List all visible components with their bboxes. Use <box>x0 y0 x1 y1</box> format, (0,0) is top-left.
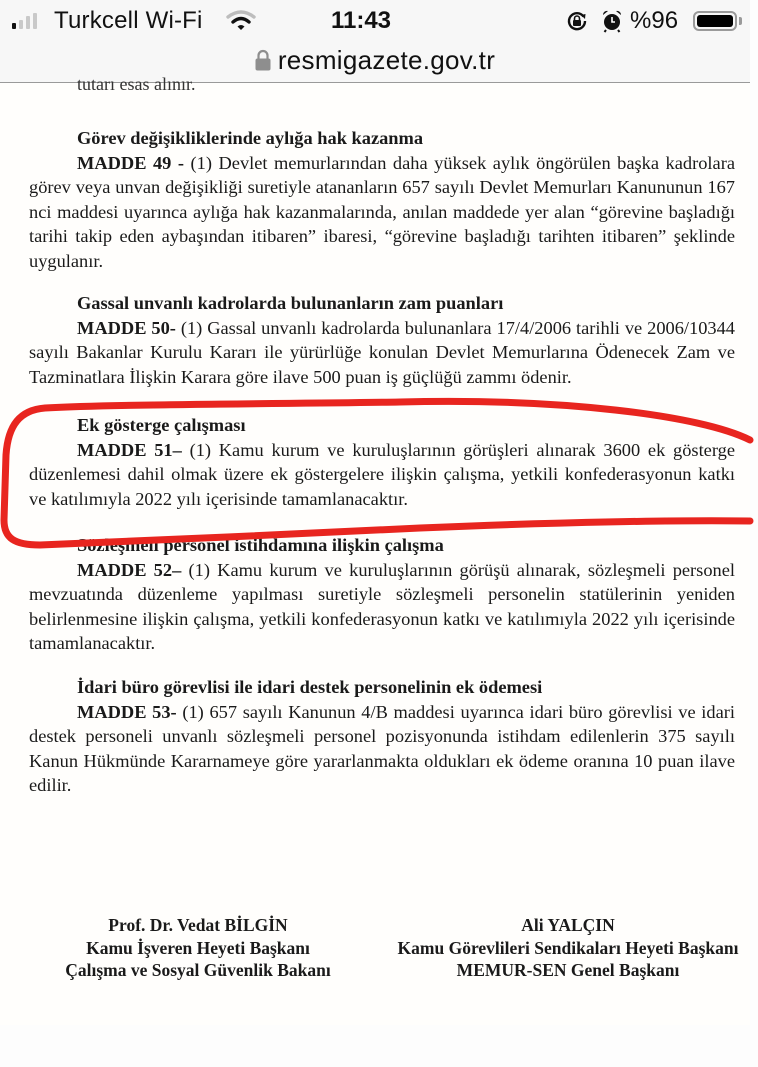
signature-block-left <box>48 914 348 982</box>
article-52 <box>29 533 735 656</box>
signature-block-right <box>378 914 758 982</box>
article-title: İdari büro görevlisi ile idari destek personelinin ek ödemesi <box>77 677 543 697</box>
article-title: Ek gösterge çalışması <box>77 415 246 435</box>
article-body <box>29 151 735 274</box>
article-number: MADDE 52– <box>77 559 182 580</box>
article-text: (1) 657 sayılı Kanunun 4/B maddesi uyarınca idari büro görevlisi ve idari destek personeli unvanlı sözleşmeli personel pozisyonunda istihdam edilenlerin 375 sayılı Kanun Hükmünde Kararnameye göre yararlanmakta oldukları ek ödeme oranına 10 puan ilave edilir. <box>29 701 735 795</box>
article-number: MADDE 51– <box>77 439 182 460</box>
battery-tip <box>739 17 742 25</box>
carrier-name: Turkcell Wi-Fi <box>54 7 203 34</box>
orientation-lock-icon <box>566 10 588 32</box>
status-bar <box>0 0 750 42</box>
article-body <box>29 316 735 390</box>
lock-icon <box>255 49 271 71</box>
signatory-name: Prof. Dr. Vedat BİLGİN <box>108 915 288 935</box>
article-title: Görev değişikliklerinde aylığa hak kazanma <box>77 128 424 148</box>
signatory-title: Kamu İşveren Heyeti Başkanı <box>86 937 310 958</box>
article-53 <box>29 675 735 798</box>
article-text: (1) Kamu kurum ve kuruluşlarının görüşü alınarak, sözleşmeli personel mevzuatında düzenleme yapılması suretiyle sözleşmeli personelin statülerinin yeniden belirlenmesine ilişkin çalışma, yetkili konfederasyonun katkı ve katılımıyla 2022 yılı içerisinde tamamlanacaktır. <box>29 559 735 653</box>
signatory-title: Çalışma ve Sosyal Güvenlik Bakanı <box>65 960 331 980</box>
signatory-name: Ali YALÇIN <box>521 915 615 935</box>
article-number: MADDE 50- <box>77 317 176 338</box>
article-body <box>29 558 735 656</box>
article-text: (1) Kamu kurum ve kuruluşlarının görüşleri alınarak 3600 ek gösterge düzenlemesi dahil olmak üzere ek göstergelere ilişkin çalışma, yetkili konfederasyonun katkı ve katılımıyla 2022 yılı içerisinde tamamlanacaktır. <box>29 439 735 509</box>
article-title: Gassal unvanlı kadrolarda bulunanların zam puanları <box>77 293 504 313</box>
article-text: (1) Devlet memurlarından daha yüksek aylık öngörülen başka kadrolara görev veya unvan değişikliği suretiyle atananların 657 sayılı Devlet Memurları Kanununun 167 nci maddesi uyarınca aylığa hak kazanmalarında, anılan maddede yer alan “görevine başladığı tarihi takip eden aybaşından itibaren” ibaresi, “görevine başladığı tarihten itibaren” şeklinde uygulanır. <box>29 152 735 271</box>
article-body <box>29 438 735 512</box>
article-49 <box>29 126 735 273</box>
article-51-highlighted <box>29 413 735 511</box>
cut-off-text-line: tutarı esas alınır. <box>77 74 196 94</box>
article-text: (1) Gassal unvanlı kadrolarda bulunanlara 17/4/2006 tarihli ve 2006/10344 sayılı Bakanlar Kurulu Kararı ile yürürlüğe konulan Devlet Memurlarına Ödenecek Zam ve Tazminatlara İlişkin Karara göre ilave 500 puan iş güçlüğü zammı ödenir. <box>29 317 735 387</box>
article-50 <box>29 291 735 389</box>
article-number: MADDE 53- <box>77 701 177 722</box>
clock: 11:43 <box>330 7 392 34</box>
battery-percent: %96 <box>630 7 679 34</box>
alarm-icon <box>601 9 623 33</box>
article-body <box>29 700 735 798</box>
page-bottom-margin <box>0 1025 750 1067</box>
signatory-title: Kamu Görevlileri Sendikaları Heyeti Başkanı <box>397 937 739 958</box>
signatory-title: MEMUR-SEN Genel Başkanı <box>456 960 680 980</box>
url-domain[interactable]: resmigazete.gov.tr <box>277 44 496 75</box>
battery-icon <box>693 11 737 31</box>
article-title: Sözleşmeli personel istihdamına ilişkin çalışma <box>77 535 444 555</box>
gazette-document-page <box>0 74 750 1025</box>
article-number: MADDE 49 - <box>77 152 185 173</box>
